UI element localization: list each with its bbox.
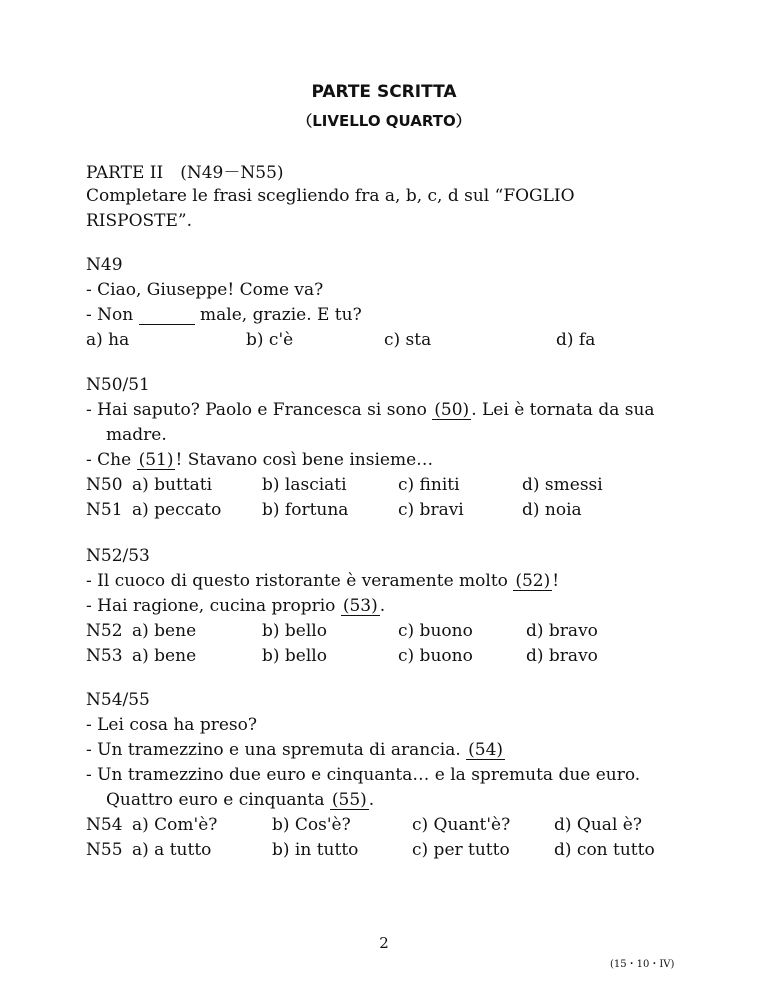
- instructions-line-1: Completare le frasi scegliendo fra a, b, c, d sul “FOGLIO: [86, 186, 575, 206]
- footer-code: (15・10・IV): [610, 959, 675, 970]
- n55-options-row: [86, 840, 696, 862]
- n53-line-2-pre: - Hai ragione, cucina proprio: [86, 596, 336, 616]
- n50-line-1-post: . Lei è tornata da sua: [471, 400, 655, 420]
- n53-option-a: a) bene: [132, 646, 197, 666]
- n52-option-d: d) bravo: [526, 621, 598, 641]
- n54-option-b: b) Cos'è?: [272, 815, 351, 835]
- n54-line-2: [86, 740, 505, 760]
- n55-option-c: c) per tutto: [412, 840, 510, 860]
- n51-option-d: d) noia: [522, 500, 582, 520]
- n50-blank: (50): [434, 400, 470, 420]
- n53-number: N53: [86, 646, 123, 666]
- n53-option-d: d) bravo: [526, 646, 598, 666]
- n54-option-d: d) Qual è?: [554, 815, 642, 835]
- n53-blank: (53): [342, 596, 378, 616]
- n49-line-2-pre: - Non: [86, 305, 134, 325]
- n51-line-2: [86, 450, 433, 470]
- n52-label: N52/53: [86, 546, 150, 566]
- n50-line-1-pre: - Hai saputo? Paolo e Francesca si sono: [86, 400, 427, 420]
- n55-line-4: [106, 790, 374, 810]
- n54-options-row: [86, 815, 696, 837]
- n51-options-row: [86, 500, 686, 522]
- n55-blank: (55): [331, 790, 367, 810]
- n53-line-2: [86, 596, 385, 616]
- instructions-line-2: RISPOSTE”.: [86, 211, 193, 231]
- part-heading: PARTE II (N49－N55): [86, 163, 284, 183]
- n52-line-1-pre: - Il cuoco di questo ristorante è veramente molto: [86, 571, 508, 591]
- page-subtitle: （LIVELLO QUARTO）: [297, 112, 471, 130]
- n53-options-row: [86, 646, 686, 668]
- n53-option-b: b) bello: [262, 646, 327, 666]
- n49-blank: [139, 307, 195, 325]
- n51-option-c: c) bravi: [398, 500, 464, 520]
- n49-line-2: [86, 305, 362, 325]
- n51-option-b: b) fortuna: [262, 500, 349, 520]
- n50-option-c: c) finiti: [398, 475, 460, 495]
- n52-options-row: [86, 621, 686, 643]
- n55-option-b: b) in tutto: [272, 840, 359, 860]
- n54-line-1: - Lei cosa ha preso?: [86, 715, 257, 735]
- n55-line-4-post: .: [368, 790, 375, 810]
- n50-number: N50: [86, 475, 123, 495]
- n55-number: N55: [86, 840, 123, 860]
- n51-line-2-pre: - Che: [86, 450, 132, 470]
- n52-number: N52: [86, 621, 123, 641]
- n53-option-c: c) buono: [398, 646, 473, 666]
- n51-option-a: a) peccato: [132, 500, 222, 520]
- n49-line-2-post: male, grazie. E tu?: [200, 305, 362, 325]
- n54-line-3: - Un tramezzino due euro e cinquanta… e la spremuta due euro.: [86, 765, 641, 785]
- n49-option-a: a) ha: [86, 330, 130, 350]
- n51-line-2-post: ! Stavano così bene insieme…: [175, 450, 434, 470]
- n55-option-d: d) con tutto: [554, 840, 655, 860]
- n52-option-a: a) bene: [132, 621, 197, 641]
- n54-blank: (54): [468, 740, 504, 760]
- n49-option-b: b) c'è: [246, 330, 294, 350]
- n54-line-2-pre: - Un tramezzino e una spremuta di arancia.: [86, 740, 461, 760]
- page-title: PARTE SCRITTA: [311, 82, 457, 102]
- n55-option-a: a) a tutto: [132, 840, 212, 860]
- n53-line-2-post: .: [379, 596, 386, 616]
- n49-option-c: c) sta: [384, 330, 432, 350]
- n50-option-a: a) buttati: [132, 475, 213, 495]
- page-number: 2: [379, 934, 389, 952]
- n52-option-c: c) buono: [398, 621, 473, 641]
- n50-line-1-cont: madre.: [106, 425, 167, 445]
- n49-line-1: - Ciao, Giuseppe! Come va?: [86, 280, 324, 300]
- n49-option-d: d) fa: [556, 330, 596, 350]
- n55-line-4-pre: Quattro euro e cinquanta: [106, 790, 325, 810]
- n54-number: N54: [86, 815, 123, 835]
- n54-label: N54/55: [86, 690, 150, 710]
- n50-line-1: [86, 400, 655, 420]
- n49-label: N49: [86, 255, 123, 275]
- n52-line-1-post: !: [552, 571, 560, 591]
- n52-blank: (52): [515, 571, 551, 591]
- n49-options: [86, 330, 686, 352]
- n51-blank: (51): [138, 450, 174, 470]
- n54-option-a: a) Com'è?: [132, 815, 218, 835]
- n50-label: N50/51: [86, 375, 150, 395]
- n54-option-c: c) Quant'è?: [412, 815, 511, 835]
- n50-option-d: d) smessi: [522, 475, 603, 495]
- n52-line-1: [86, 571, 559, 591]
- n50-option-b: b) lasciati: [262, 475, 347, 495]
- n50-options-row: [86, 475, 686, 497]
- n52-option-b: b) bello: [262, 621, 327, 641]
- n51-number: N51: [86, 500, 123, 520]
